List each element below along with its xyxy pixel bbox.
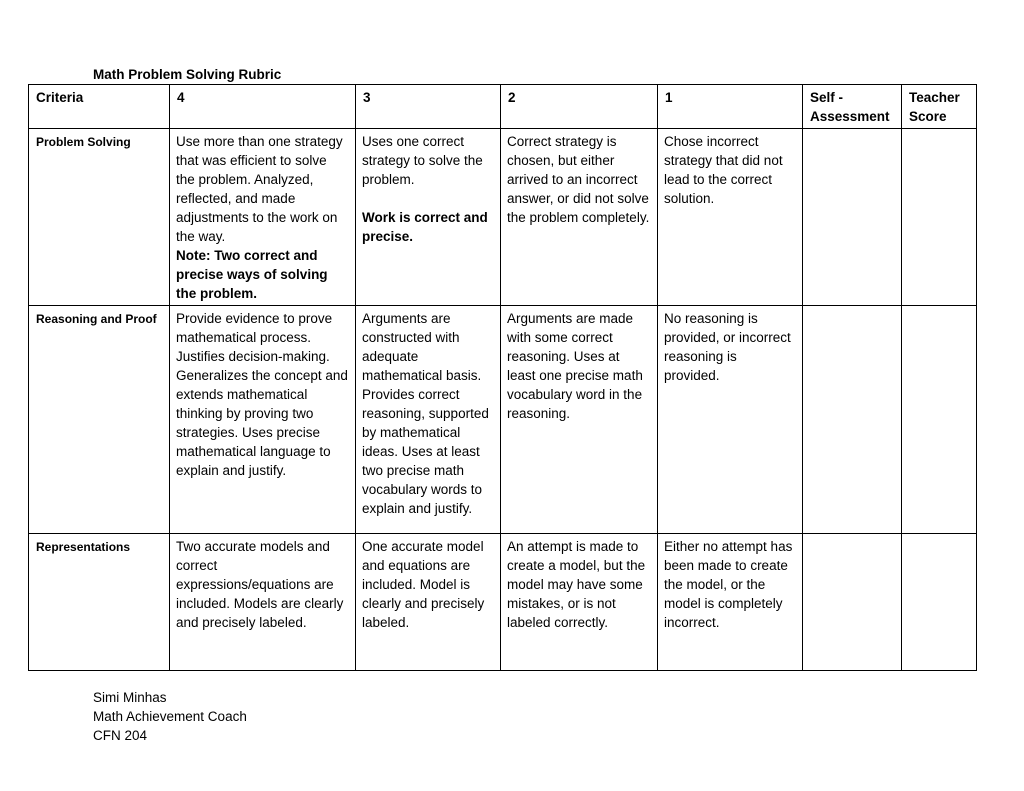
score-4-cell: Two accurate models and correct expressions/equations are included. Models are clearly and precisely labeled.: [170, 534, 356, 671]
score-2-cell: An attempt is made to create a model, but the model may have some mistakes, or is not labeled correctly.: [501, 534, 658, 671]
author-role: Math Achievement Coach: [93, 709, 247, 724]
document-title: Math Problem Solving Rubric: [93, 67, 282, 82]
score-3-cell: One accurate model and equations are included. Model is clearly and precisely labeled.: [356, 534, 501, 671]
score-3-note: Work is correct and precise.: [362, 210, 488, 244]
score-4-text: Use more than one strategy that was efficient to solve the problem. Analyzed, reflected, and made adjustments to the work on the way.: [176, 134, 343, 244]
teacher-score-cell[interactable]: [902, 534, 977, 671]
score-4-note: Note: Two correct and precise ways of solving the problem.: [176, 248, 328, 301]
self-assessment-cell[interactable]: [803, 534, 902, 671]
header-score-1: 1: [658, 85, 803, 129]
score-3-cell: Arguments are constructed with adequate mathematical basis. Provides correct reasoning, supported by mathematical ideas. Uses at least two precise math vocabulary words to explain and justify.: [356, 306, 501, 534]
header-criteria: Criteria: [29, 85, 170, 129]
header-self-assessment: Self - Assessment: [803, 85, 902, 129]
teacher-score-cell[interactable]: [902, 129, 977, 306]
score-4-cell: [170, 129, 356, 306]
criteria-cell: Representations: [29, 534, 170, 671]
header-score-4: 4: [170, 85, 356, 129]
score-3-cell: [356, 129, 501, 306]
table-row-reasoning-and-proof: [29, 306, 977, 534]
score-2-cell: Arguments are made with some correct reasoning. Uses at least one precise math vocabulary word in the reasoning.: [501, 306, 658, 534]
header-score-3: 3: [356, 85, 501, 129]
score-1-cell: No reasoning is provided, or incorrect reasoning is provided.: [658, 306, 803, 534]
rubric-table: [28, 84, 977, 671]
teacher-score-cell[interactable]: [902, 306, 977, 534]
score-1-cell: Either no attempt has been made to create the model, or the model is completely incorrect.: [658, 534, 803, 671]
score-3-text: Uses one correct strategy to solve the problem.: [362, 134, 483, 187]
criteria-cell: Problem Solving: [29, 129, 170, 306]
header-teacher-score: Teacher Score: [902, 85, 977, 129]
signature-block: [93, 688, 247, 745]
table-row-representations: [29, 534, 977, 671]
header-score-2: 2: [501, 85, 658, 129]
criteria-cell: Reasoning and Proof: [29, 306, 170, 534]
self-assessment-cell[interactable]: [803, 306, 902, 534]
score-4-cell: Provide evidence to prove mathematical process. Justifies decision-making. Generalizes the concept and extends mathematical thinking by proving two strategies. Uses precise mathematical language to explain and justify.: [170, 306, 356, 534]
author-name: Simi Minhas: [93, 690, 167, 705]
author-organization: CFN 204: [93, 728, 148, 743]
score-1-cell: Chose incorrect strategy that did not lead to the correct solution.: [658, 129, 803, 306]
self-assessment-cell[interactable]: [803, 129, 902, 306]
table-row-problem-solving: [29, 129, 977, 306]
score-2-cell: Correct strategy is chosen, but either arrived to an incorrect answer, or did not solve the problem completely.: [501, 129, 658, 306]
header-row: [29, 85, 977, 129]
